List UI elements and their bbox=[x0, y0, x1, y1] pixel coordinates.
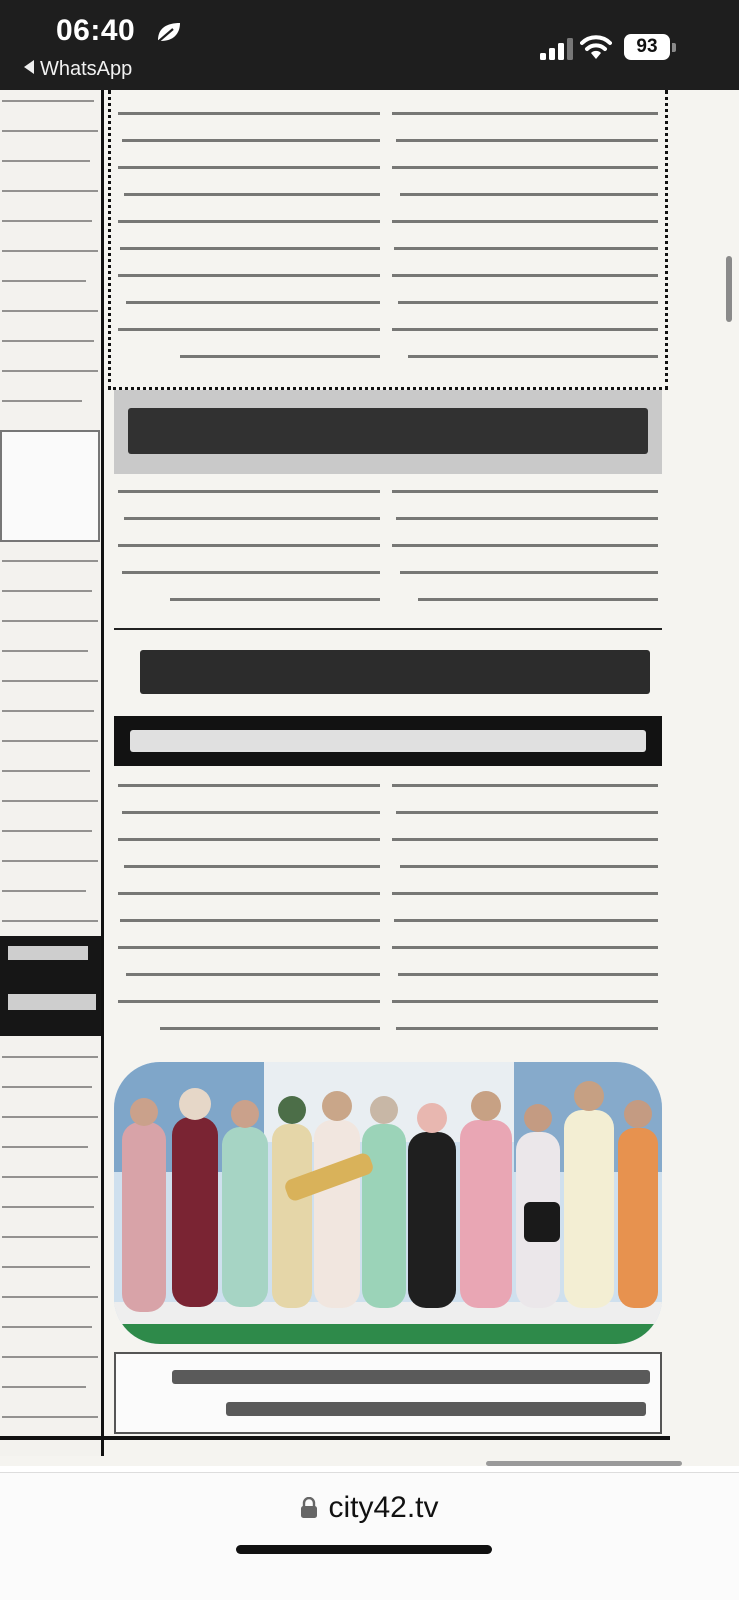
wifi-icon bbox=[580, 34, 612, 60]
leaf-icon bbox=[155, 20, 183, 44]
left-side-box bbox=[0, 430, 100, 542]
status-bar bbox=[0, 0, 739, 90]
horizontal-scrollbar[interactable] bbox=[486, 1461, 682, 1466]
side-headline-block bbox=[0, 936, 102, 1036]
battery-tip bbox=[672, 43, 676, 52]
photo-caption-box bbox=[114, 1352, 662, 1434]
left-column-text bbox=[0, 90, 104, 1456]
lock-icon bbox=[300, 1497, 318, 1519]
group-photo-illustration bbox=[114, 1062, 662, 1344]
story-divider bbox=[114, 628, 662, 630]
battery-icon bbox=[624, 34, 676, 60]
headline-firing-arrest bbox=[114, 390, 662, 474]
back-triangle-icon bbox=[24, 60, 34, 74]
back-to-app-button[interactable] bbox=[24, 58, 132, 81]
milad-story-text-right bbox=[392, 784, 658, 1054]
address-field[interactable] bbox=[0, 1491, 739, 1525]
url-text: city42.tv bbox=[328, 1491, 439, 1524]
vertical-scrollbar[interactable] bbox=[726, 256, 732, 322]
signal-icon bbox=[540, 38, 574, 60]
milad-story-text-left bbox=[118, 784, 380, 1054]
battery-level: 93 bbox=[624, 34, 670, 60]
back-app-label: WhatsApp bbox=[40, 58, 133, 80]
newspaper-clipping bbox=[0, 90, 739, 1466]
top-story-text-left bbox=[118, 112, 380, 382]
browser-url-bar bbox=[0, 1472, 739, 1600]
status-time: 06:40 bbox=[56, 14, 136, 47]
page-bottom-rule bbox=[0, 1436, 670, 1440]
firing-story-text-right bbox=[392, 490, 658, 625]
headline-milad-event bbox=[114, 638, 662, 708]
group-photo bbox=[114, 1062, 662, 1344]
top-story-text-right bbox=[392, 112, 658, 382]
firing-story-text-left bbox=[118, 490, 380, 625]
home-indicator[interactable] bbox=[236, 1545, 492, 1554]
subheadline-banner bbox=[114, 716, 662, 766]
